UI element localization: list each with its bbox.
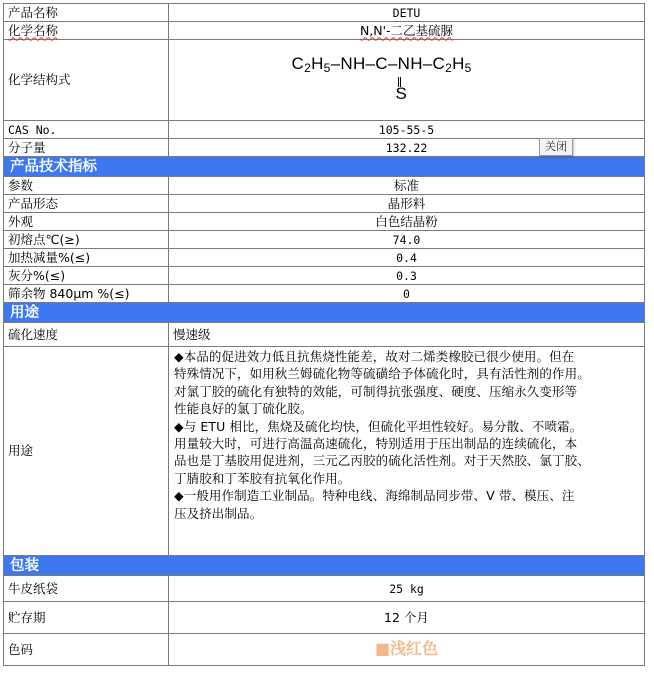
formula-right-c: C: [432, 54, 446, 73]
storage-value: 12 个月: [169, 602, 645, 634]
section-specs-title: 产品技术指标: [4, 157, 645, 177]
mw-value: 132.22: [169, 139, 645, 157]
table-row: [4, 267, 645, 285]
section-packaging-title: 包装: [4, 556, 645, 576]
formula-left-c: C: [291, 54, 305, 73]
spec-label: 初熔点℃(≥): [4, 231, 169, 249]
cure-speed-value: 慢速级: [169, 323, 645, 347]
row-specs-columns: [4, 177, 645, 195]
color-code-cell: [169, 634, 645, 666]
usage-line: 对氯丁胶的硫化有独特的效能，可制得抗张强度、硬度、压缩永久变形等: [174, 383, 578, 399]
spec-value: 0: [169, 285, 645, 303]
formula-sulfur: S: [395, 84, 407, 103]
table-row: [4, 213, 645, 231]
cas-label: CAS No.: [4, 121, 169, 139]
cas-value: 105-55-5: [169, 121, 645, 139]
storage-label: 贮存期: [4, 602, 169, 634]
row-color-code: [4, 634, 645, 666]
spec-table: [3, 3, 645, 666]
chemical-name-value-text: N,N'-二乙基硫脲: [359, 22, 454, 38]
usage-line: 品也是丁基胶用促进剂，三元乙丙胶的硫化活性剂。对于天然胶、氯丁胶、: [174, 453, 590, 469]
spec-value: 0.3: [169, 267, 645, 285]
formula-right-h: H: [452, 54, 465, 73]
section-usage-header: [4, 303, 645, 323]
formula-right-sub1: 2: [445, 61, 453, 75]
spec-value: 0.4: [169, 249, 645, 267]
usage-line: 性能良好的氯丁硫化胶。: [174, 401, 313, 417]
formula-left-sub2: 5: [323, 61, 331, 75]
cure-speed-label: 硫化速度: [4, 323, 169, 347]
spec-label: 外观: [4, 213, 169, 231]
row-structure: [4, 40, 645, 121]
usage-line: 特殊情况下，如用秋兰姆硫化物等硫磺给予体硫化时，具有活性剂的作用。: [174, 366, 590, 382]
structure-label: 化学结构式: [4, 40, 169, 121]
row-usage: [4, 347, 645, 556]
mw-label: 分子量: [4, 139, 169, 157]
section-packaging-header: [4, 556, 645, 576]
formula-left-sub1: 2: [304, 61, 312, 75]
formula-main-line: [292, 56, 472, 76]
usage-line: ◆一般用作制造工业制品。特种电线、海绵制品同步带、V 带、模压、注: [174, 488, 575, 504]
table-row: [4, 285, 645, 303]
usage-label: 用途: [4, 347, 169, 556]
chemical-name-label-text: 化学名称: [8, 22, 59, 38]
usage-line: ◆本品的促进效力低且抗焦烧性能差，故对二烯类橡胶已很少使用。但在: [174, 349, 575, 364]
close-button[interactable]: 关闭: [539, 138, 573, 156]
chemical-name-value: [169, 22, 645, 40]
usage-line: 压及挤出制品。: [174, 505, 263, 521]
product-name-label: 产品名称: [4, 4, 169, 22]
section-specs-header: [4, 157, 645, 177]
spec-value: 74.0: [169, 231, 645, 249]
table-row: [4, 231, 645, 249]
spec-label: 加热减量%(≤): [4, 249, 169, 267]
spec-standard-header: 标准: [169, 177, 645, 195]
formula-left-h: H: [311, 54, 324, 73]
spec-param-header: 参数: [4, 177, 169, 195]
row-cure-speed: [4, 323, 645, 347]
chemical-name-label: [4, 22, 169, 40]
color-code-value: ■浅红色: [374, 639, 439, 658]
color-code-label: 色码: [4, 634, 169, 666]
product-name-value: DETU: [169, 4, 645, 22]
row-bag: [4, 576, 645, 602]
usage-line: 用量较大时，可进行高温高速硫化，特别适用于压出制品的连续硫化，本: [174, 436, 578, 452]
structure-cell: [169, 40, 645, 121]
section-usage-title: 用途: [4, 303, 645, 323]
table-row: [4, 195, 645, 213]
usage-line: ◆与 ETU 相比，焦烧及硫化均快，但硫化平坦性较好。易分散、不喷霜。: [174, 418, 583, 434]
table-row: [4, 249, 645, 267]
row-product-name: [4, 4, 645, 22]
spec-value: 白色结晶粉: [169, 213, 645, 231]
structure-formula: [292, 52, 522, 104]
row-chemical-name: [4, 22, 645, 40]
spec-label: 筛余物 840μm %(≤): [4, 285, 169, 303]
spec-label: 产品形态: [4, 195, 169, 213]
bag-value: 25 kg: [169, 576, 645, 602]
row-cas: [4, 121, 645, 139]
spec-value: 晶形料: [169, 195, 645, 213]
usage-description: [169, 347, 645, 556]
formula-chain: –NH–C–NH–: [330, 54, 433, 73]
formula-right-sub2: 5: [464, 61, 472, 75]
usage-line: 丁腈胶和丁苯胶有抗氧化作用。: [174, 470, 351, 486]
row-storage: [4, 602, 645, 634]
product-spec-sheet: [3, 3, 644, 666]
bag-label: 牛皮纸袋: [4, 576, 169, 602]
spec-label: 灰分%(≤): [4, 267, 169, 285]
